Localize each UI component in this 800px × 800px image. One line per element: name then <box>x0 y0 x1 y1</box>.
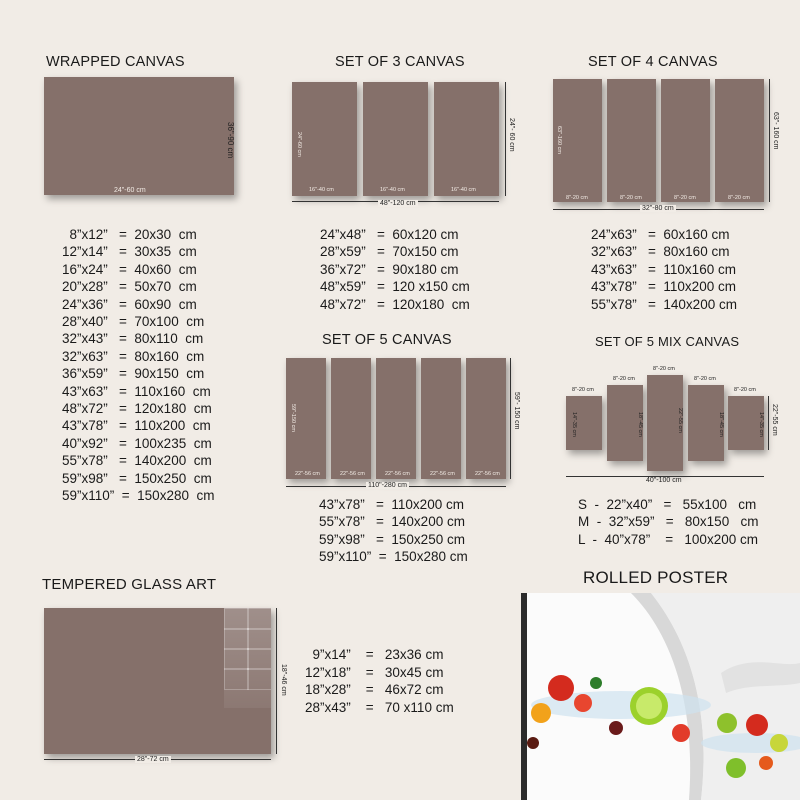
set4-size-list <box>591 226 737 313</box>
wrapped-height-label: 36"-90 cm <box>226 122 235 159</box>
mix-side-label-5: 14"-35 cm <box>758 412 764 437</box>
wrapped-canvas-panel <box>44 77 234 195</box>
mix-size-list <box>578 496 758 548</box>
set5-panel-width-label-4: 22"-56 cm <box>430 471 455 477</box>
set3-size-list <box>320 226 470 313</box>
set5-panel-width-label-2: 22"-56 cm <box>340 471 365 477</box>
size-row: S - 22”x40” = 55x100 cm <box>578 497 757 512</box>
size-row: 12”x18” = 30x45 cm <box>305 664 444 680</box>
size-row: 16”x24” = 40x60 cm <box>62 261 197 277</box>
size-row: 43”x78” = 110x200 cm <box>319 497 464 512</box>
glass-reflection-cell <box>247 628 271 650</box>
size-row: 36”x59” = 90x150 cm <box>62 366 205 382</box>
set3-total-width: 48"-120 cm <box>380 200 416 207</box>
set5-panel-width-label-5: 22"-56 cm <box>475 471 500 477</box>
glass-reflection-cell <box>224 628 249 650</box>
set5-panel-5 <box>466 358 506 479</box>
size-row: 55”x78” = 140x200 cm <box>591 296 737 312</box>
set3-total-height: 24"- 60 cm <box>508 118 515 152</box>
size-row: 28”x59” = 70x150 cm <box>320 244 459 260</box>
mix-height-line <box>768 396 769 450</box>
set4-panel-width-label-2: 8"-20 cm <box>620 195 642 201</box>
size-row: 12”x14” = 30x35 cm <box>62 244 197 260</box>
size-row: 24”x48” = 60x120 cm <box>320 227 459 242</box>
set4-panel-4 <box>715 79 764 202</box>
glass-reflection-cell <box>224 668 249 690</box>
size-row: 59”x110” = 150x280 cm <box>62 488 215 504</box>
set4-total-height: 63"- 160 cm <box>772 112 779 150</box>
size-row: 40”x92” = 100x235 cm <box>62 435 212 451</box>
set5-panel-width-label-3: 22"-56 cm <box>385 471 410 477</box>
glass-reflection-cell <box>247 648 271 670</box>
poster-title: ROLLED POSTER <box>583 568 729 587</box>
mix-title: SET OF 5 MIX CANVAS <box>595 334 740 349</box>
glass-size-list <box>305 646 454 716</box>
set3-panel-2 <box>363 82 428 196</box>
glass-title: TEMPERED GLASS ART <box>42 576 217 593</box>
size-row: 24”x63” = 60x160 cm <box>591 227 730 242</box>
size-row: 32”x63” = 80x160 cm <box>591 244 730 260</box>
set3-panel-3 <box>434 82 499 196</box>
set5-total-height: 59"- 150 cm <box>513 392 520 430</box>
set5-total-width: 110"-280 cm <box>368 482 407 489</box>
glass-reflection-cell <box>247 668 271 690</box>
set3-title: SET OF 3 CANVAS <box>335 54 465 70</box>
set4-panel-width-label-4: 8"-20 cm <box>728 195 750 201</box>
size-row: 32”x63” = 80x160 cm <box>62 348 205 364</box>
size-row: 59”x98” = 150x250 cm <box>62 470 212 486</box>
mix-side-label-1: 14"-35 cm <box>571 412 577 437</box>
size-row: 28”x43” = 70 x110 cm <box>305 699 454 715</box>
size-row: 9”x14” = 23x36 cm <box>305 647 444 662</box>
size-row: 18”x28” = 46x72 cm <box>305 682 444 697</box>
set3-panel-height-label: 24"-60 cm <box>296 132 302 157</box>
size-row: 43”x63” = 110x160 cm <box>591 261 736 277</box>
size-row: 8”x12” = 20x30 cm <box>62 227 197 242</box>
poster-image <box>521 593 800 800</box>
set4-panel-3 <box>661 79 710 202</box>
set4-title: SET OF 4 CANVAS <box>588 54 718 70</box>
mix-top-label-4: 8"-20 cm <box>694 376 716 382</box>
mix-top-label-1: 8"-20 cm <box>572 387 594 393</box>
set5-panel-4 <box>421 358 461 479</box>
set3-panel-width-label-2: 16"-40 cm <box>380 187 405 193</box>
set5-size-list <box>319 496 468 566</box>
size-row: M - 32”x59” = 80x150 cm <box>578 514 759 530</box>
size-row: 55”x78” = 140x200 cm <box>62 453 212 469</box>
mix-side-label-4: 18"-45 cm <box>718 412 724 437</box>
set4-panel-width-label-3: 8"-20 cm <box>674 195 696 201</box>
set3-panel-width-label-3: 16"-40 cm <box>451 187 476 193</box>
set4-height-line <box>769 79 770 202</box>
mix-total-width: 40"-100 cm <box>646 477 682 484</box>
set5-panel-2 <box>331 358 371 479</box>
mix-side-label-3: 22"-55 cm <box>677 408 683 433</box>
size-row: 32”x43” = 80x110 cm <box>62 331 204 347</box>
glass-height-label: 18"-46 cm <box>280 664 287 696</box>
set5-height-line <box>510 358 511 479</box>
size-row: 28”x40” = 70x100 cm <box>62 314 205 330</box>
wrapped-canvas-title: WRAPPED CANVAS <box>46 54 185 70</box>
size-row: L - 40”x78” = 100x200 cm <box>578 531 758 547</box>
glass-panel <box>44 608 271 754</box>
size-row: 59”x110” = 150x280 cm <box>319 549 468 565</box>
glass-width-label: 28"-72 cm <box>137 756 169 763</box>
size-row: 20”x28” = 50x70 cm <box>62 279 197 295</box>
size-row: 43”x63” = 110x160 cm <box>62 383 211 399</box>
set5-title: SET OF 5 CANVAS <box>322 332 452 348</box>
glass-reflection-cell <box>224 648 249 670</box>
size-row: 59”x98” = 150x250 cm <box>319 531 465 547</box>
set5-panel-width-label-1: 22"-56 cm <box>295 471 320 477</box>
size-row: 36”x72” = 90x180 cm <box>320 261 459 277</box>
set4-panel-width-label-1: 8"-20 cm <box>566 195 588 201</box>
size-row: 55”x78” = 140x200 cm <box>319 514 465 530</box>
glass-reflection-cell <box>247 608 271 630</box>
set4-total-width: 32"-80 cm <box>642 205 674 212</box>
set5-panel-height-label: 59"-150 cm <box>290 404 296 432</box>
size-row: 48”x72” = 120x180 cm <box>320 296 470 312</box>
size-row: 43”x78” = 110x200 cm <box>591 279 736 295</box>
set3-panel-width-label-1: 16"-40 cm <box>309 187 334 193</box>
mix-top-label-5: 8"-20 cm <box>734 387 756 393</box>
mix-total-height: 22"-55 cm <box>771 404 778 436</box>
size-row: 24”x36” = 60x90 cm <box>62 296 197 312</box>
set4-panel-height-label: 63"-160 cm <box>556 126 562 154</box>
mix-top-label-2: 8"-20 cm <box>613 376 635 382</box>
glass-reflection-cell <box>224 608 249 630</box>
set4-panel-2 <box>607 79 656 202</box>
set5-panel-3 <box>376 358 416 479</box>
set3-height-line <box>505 82 506 196</box>
wrapped-size-list <box>62 226 214 505</box>
wrapped-width-label: 24"-60 cm <box>114 187 146 194</box>
mix-side-label-2: 18"-45 cm <box>637 412 643 437</box>
size-row: 43”x78” = 110x200 cm <box>62 418 211 434</box>
size-row: 48”x59” = 120 x150 cm <box>320 279 470 295</box>
mix-top-label-3: 8"-20 cm <box>653 366 675 372</box>
size-row: 48”x72” = 120x180 cm <box>62 401 212 417</box>
glass-height-line <box>276 608 277 754</box>
